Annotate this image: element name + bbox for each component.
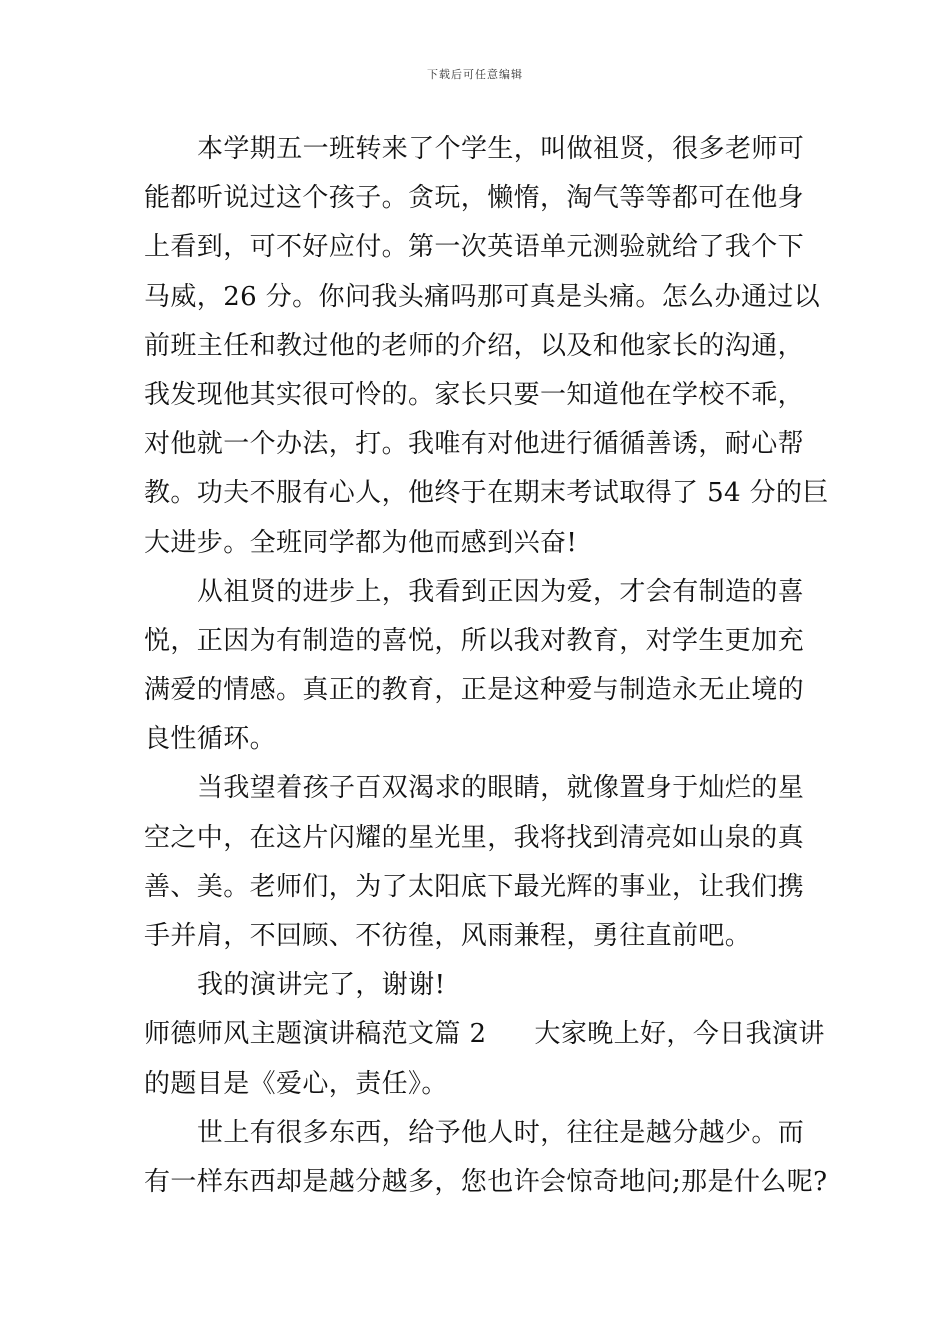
text-line: 上看到，可不好应付。第一次英语单元测验就给了我个下 (144, 232, 805, 263)
body-text (144, 125, 829, 1207)
text-line: 从祖贤的进步上，我看到正因为爱，才会有制造的喜 (197, 576, 805, 607)
text-line: 我的演讲完了，谢谢! (197, 970, 446, 1001)
text-line: 手并肩，不回顾、不彷徨，风雨兼程，勇往直前吧。 (144, 921, 752, 951)
section-heading-line (144, 1010, 825, 1059)
text-line: 空之中，在这片闪耀的星光里，我将找到清亮如山泉的真 (144, 822, 805, 853)
text-line: 悦，正因为有制造的喜悦，所以我对教育，对学生更加充 (144, 625, 805, 656)
text-line: 的题目是《爱心，责任》。 (144, 1068, 448, 1099)
text-line: 良性循环。 (144, 724, 277, 755)
text-line: 马威，26 分。你问我头痛吗那可真是头痛。怎么办通过以 (144, 281, 821, 312)
section-heading: 师德师风主题演讲稿范文篇 2 (144, 1019, 487, 1050)
text-line: 我发现他其实很可怜的。家长只要一知道他在学校不乖， (144, 379, 805, 410)
text-line: 前班主任和教过他的老师的介绍，以及和他家长的沟通， (144, 330, 805, 361)
text-fragment: 大家晚上好，今日我演讲 (534, 1019, 825, 1050)
text-line: 教。功夫不服有心人，他终于在期末考试取得了 54 分的巨 (144, 478, 829, 509)
header-note: 下载后可任意编辑 (427, 68, 523, 81)
text-line: 世上有很多东西，给予他人时，往往是越分越少。而 (197, 1117, 805, 1148)
text-line: 有一样东西却是越分越多，您也许会惊奇地问;那是什么呢? (144, 1166, 828, 1197)
text-line: 当我望着孩子百双渴求的眼睛，就像置身于灿烂的星 (197, 773, 805, 804)
text-line: 大进步。全班同学都为他而感到兴奋! (144, 527, 578, 558)
text-line: 满爱的情感。真正的教育，正是这种爱与制造永无止境的 (144, 675, 805, 706)
text-line: 本学期五一班转来了个学生，叫做祖贤，很多老师可 (197, 134, 805, 164)
text-line: 善、美。老师们，为了太阳底下最光辉的事业，让我们携 (144, 871, 805, 902)
text-line: 能都听说过这个孩子。贪玩，懒惰，淘气等等都可在他身 (144, 183, 805, 214)
text-line: 对他就一个办法，打。我唯有对他进行循循善诱，耐心帮 (144, 429, 805, 460)
